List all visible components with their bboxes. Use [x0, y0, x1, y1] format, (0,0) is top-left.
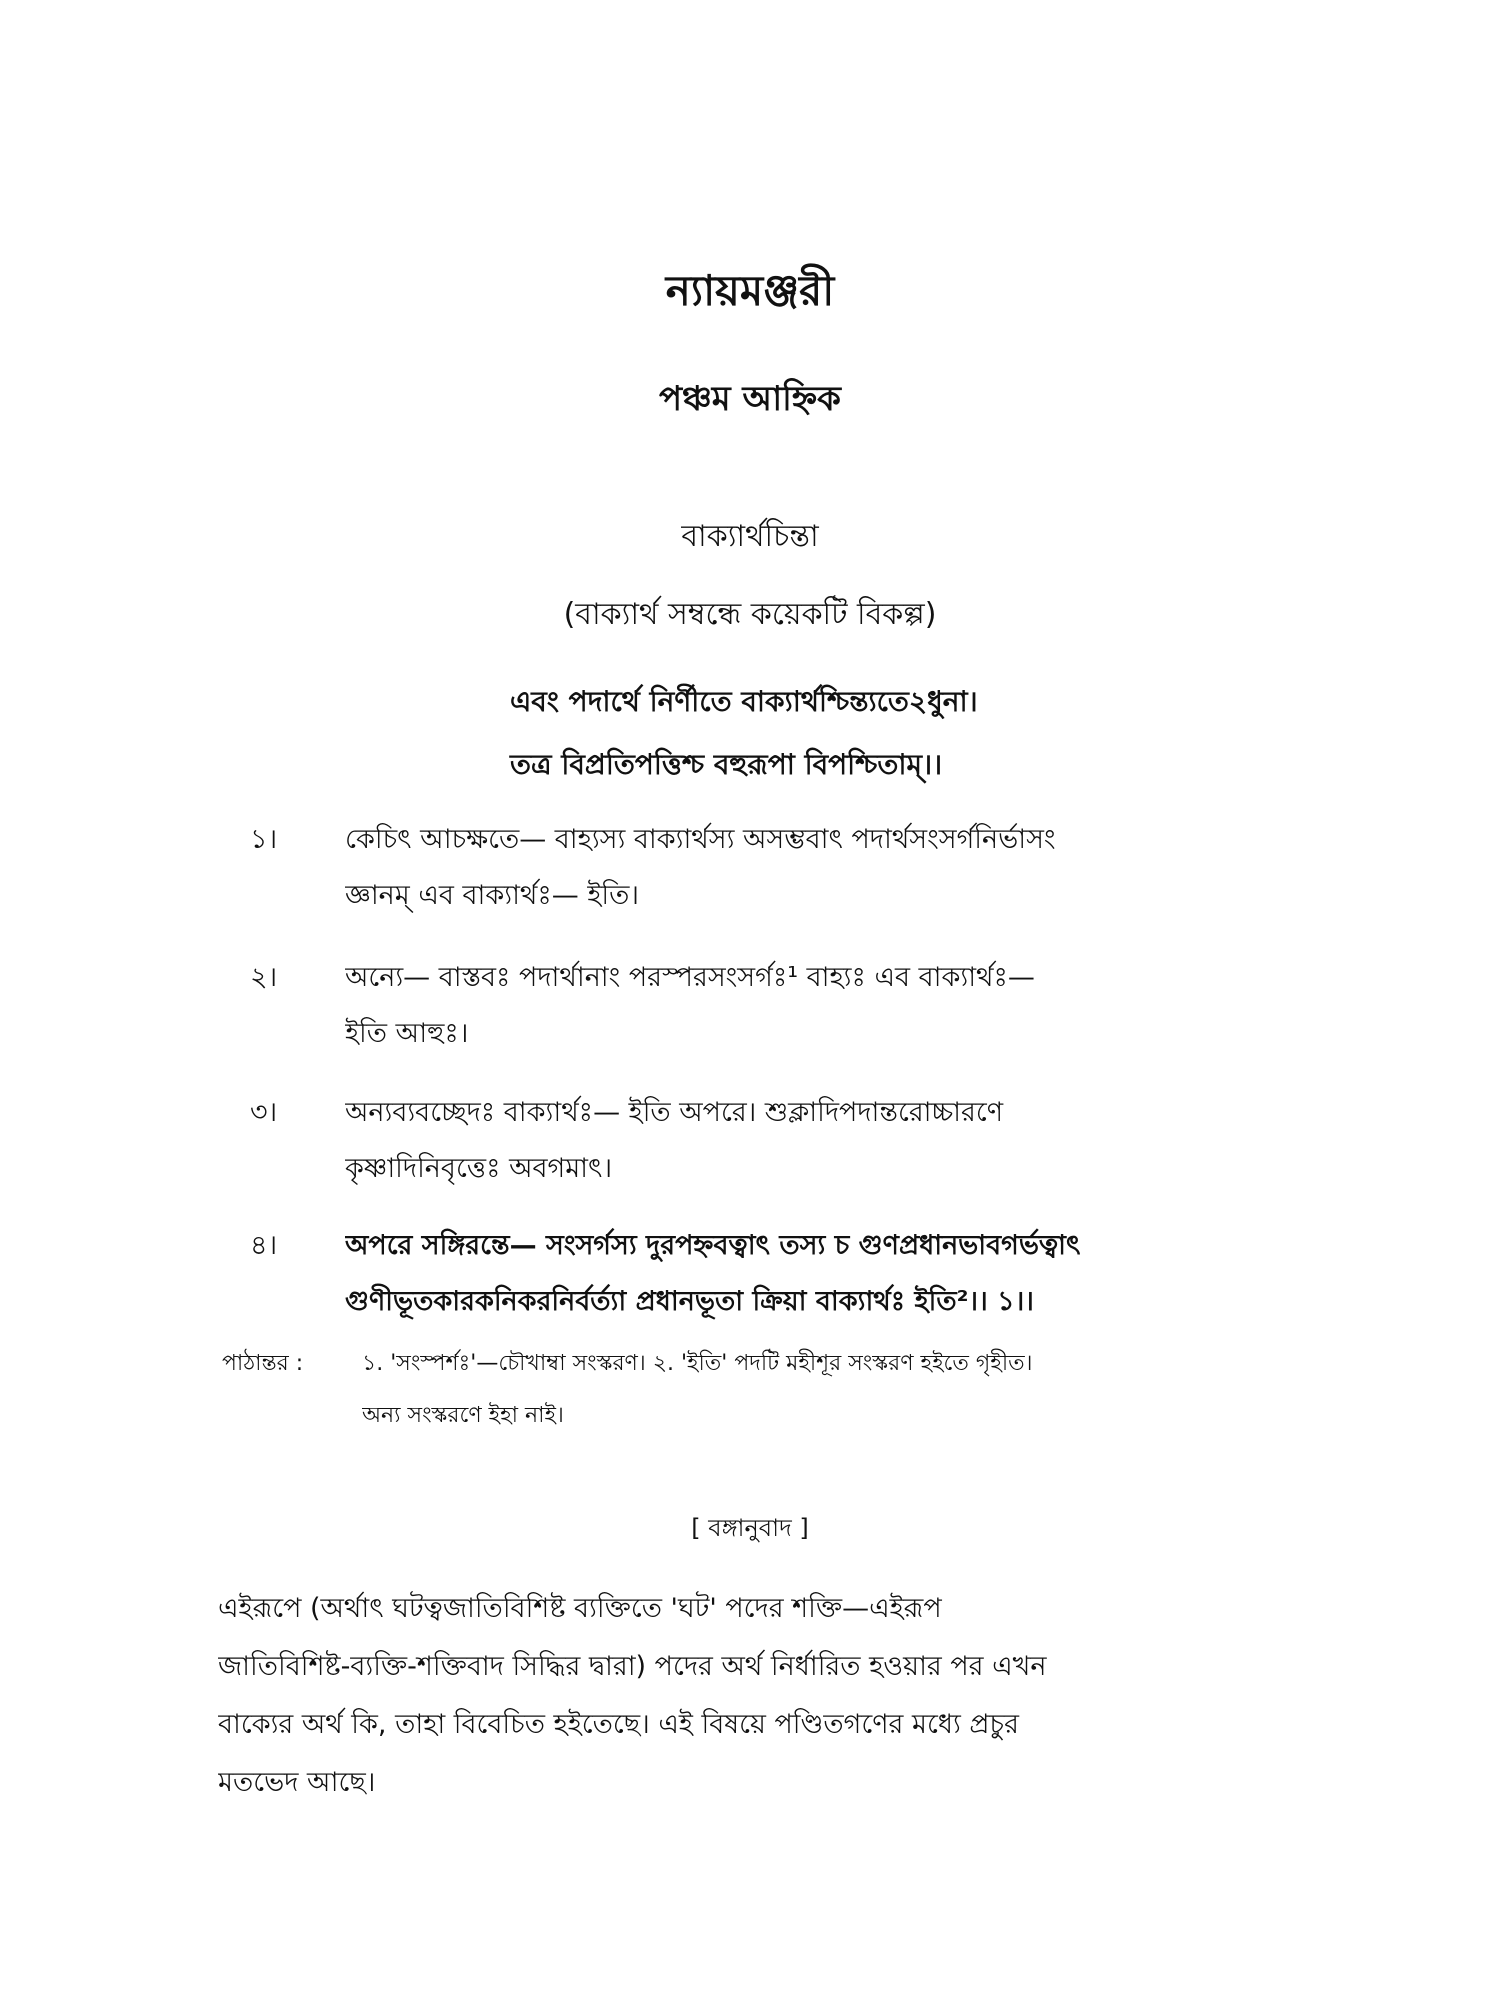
- item-number: ১।: [250, 824, 278, 855]
- item-text-line: অন্যব্যবচ্ছেদঃ বাক্যার্থঃ— ইতি অপরে। শুক্লাদিপদান্তরোচ্চারণে: [345, 1097, 1004, 1128]
- verse-line-1: এবং পদার্থে নির্ণীতে বাক্যার্থশ্চিন্ত্যতে২ধুনা।: [510, 685, 978, 718]
- translation-paragraph: [218, 1580, 1280, 1812]
- item-text-line: কৃষ্ণাদিনিবৃত্তেঃ অবগমাৎ।: [345, 1153, 613, 1184]
- chapter-heading: পঞ্চম আহ্নিক: [659, 379, 841, 419]
- paragraph-line: বাক্যের অর্থ কি, তাহা বিবেচিত হইতেছে। এই বিষয়ে পণ্ডিতগণের মধ্যে প্রচুর: [218, 1709, 1019, 1740]
- item-text-line: ইতি আহুঃ।: [345, 1018, 469, 1049]
- section-subtitle: (বাক্যার্থ সম্বন্ধে কয়েকটি বিকল্প): [563, 597, 937, 632]
- item-text-line: গুণীভূতকারকনিকরনির্বর্ত্যা প্রধানভূতা ক্রিয়া বাক্যার্থঃ ইতি²।। ১।।: [345, 1286, 1034, 1317]
- item-text-line: অপরে সঙ্গিরন্তে— সংসর্গস্য দুরপহ্নবত্বাৎ তস্য চ গুণপ্রধানভাবগর্ভত্বাৎ: [345, 1230, 1081, 1261]
- item-number: ৪।: [250, 1230, 278, 1261]
- paragraph-line: এইরূপে (অর্থাৎ ঘটত্বজাতিবিশিষ্ট ব্যক্তিতে 'ঘট' পদের শক্তি—এইরূপ: [218, 1593, 942, 1624]
- variant-readings-line: অন্য সংস্করণে ইহা নাই।: [362, 1403, 564, 1428]
- verse-line-2: তত্র বিপ্রতিপত্তিশ্চ বহুরূপা বিপশ্চিতাম্।।: [510, 748, 943, 781]
- variant-readings-label: পাঠান্তর :: [222, 1351, 304, 1376]
- translation-heading: [ বঙ্গানুবাদ ]: [691, 1514, 809, 1542]
- section-heading: বাক্যার্থচিন্তা: [681, 519, 819, 554]
- paragraph-line: মতভেদ আছে।: [218, 1767, 376, 1798]
- item-text-line: কেচিৎ আচক্ষতে— বাহ্যস্য বাক্যার্থস্য অসম্ভবাৎ পদার্থসংসর্গনির্ভাসং: [345, 824, 1056, 855]
- page-title: ন্যায়মঞ্জরী: [665, 266, 835, 315]
- item-text-line: অন্যে— বাস্তবঃ পদার্থানাং পরস্পরসংসর্গঃ¹ বাহ্যঃ এব বাক্যার্থঃ—: [345, 962, 1035, 993]
- item-number: ২।: [250, 962, 278, 993]
- variant-readings-line: ১. 'সংস্পর্শঃ'—চৌখাম্বা সংস্করণ। ২. 'ইতি' পদটি মহীশূর সংস্করণ হইতে গৃহীত।: [362, 1351, 1033, 1376]
- item-number: ৩।: [250, 1097, 278, 1128]
- paragraph-line: জাতিবিশিষ্ট-ব্যক্তি-শক্তিবাদ সিদ্ধির দ্বারা) পদের অর্থ নির্ধারিত হওয়ার পর এখন: [218, 1651, 1047, 1682]
- item-text-line: জ্ঞানম্ এব বাক্যার্থঃ— ইতি।: [345, 880, 640, 911]
